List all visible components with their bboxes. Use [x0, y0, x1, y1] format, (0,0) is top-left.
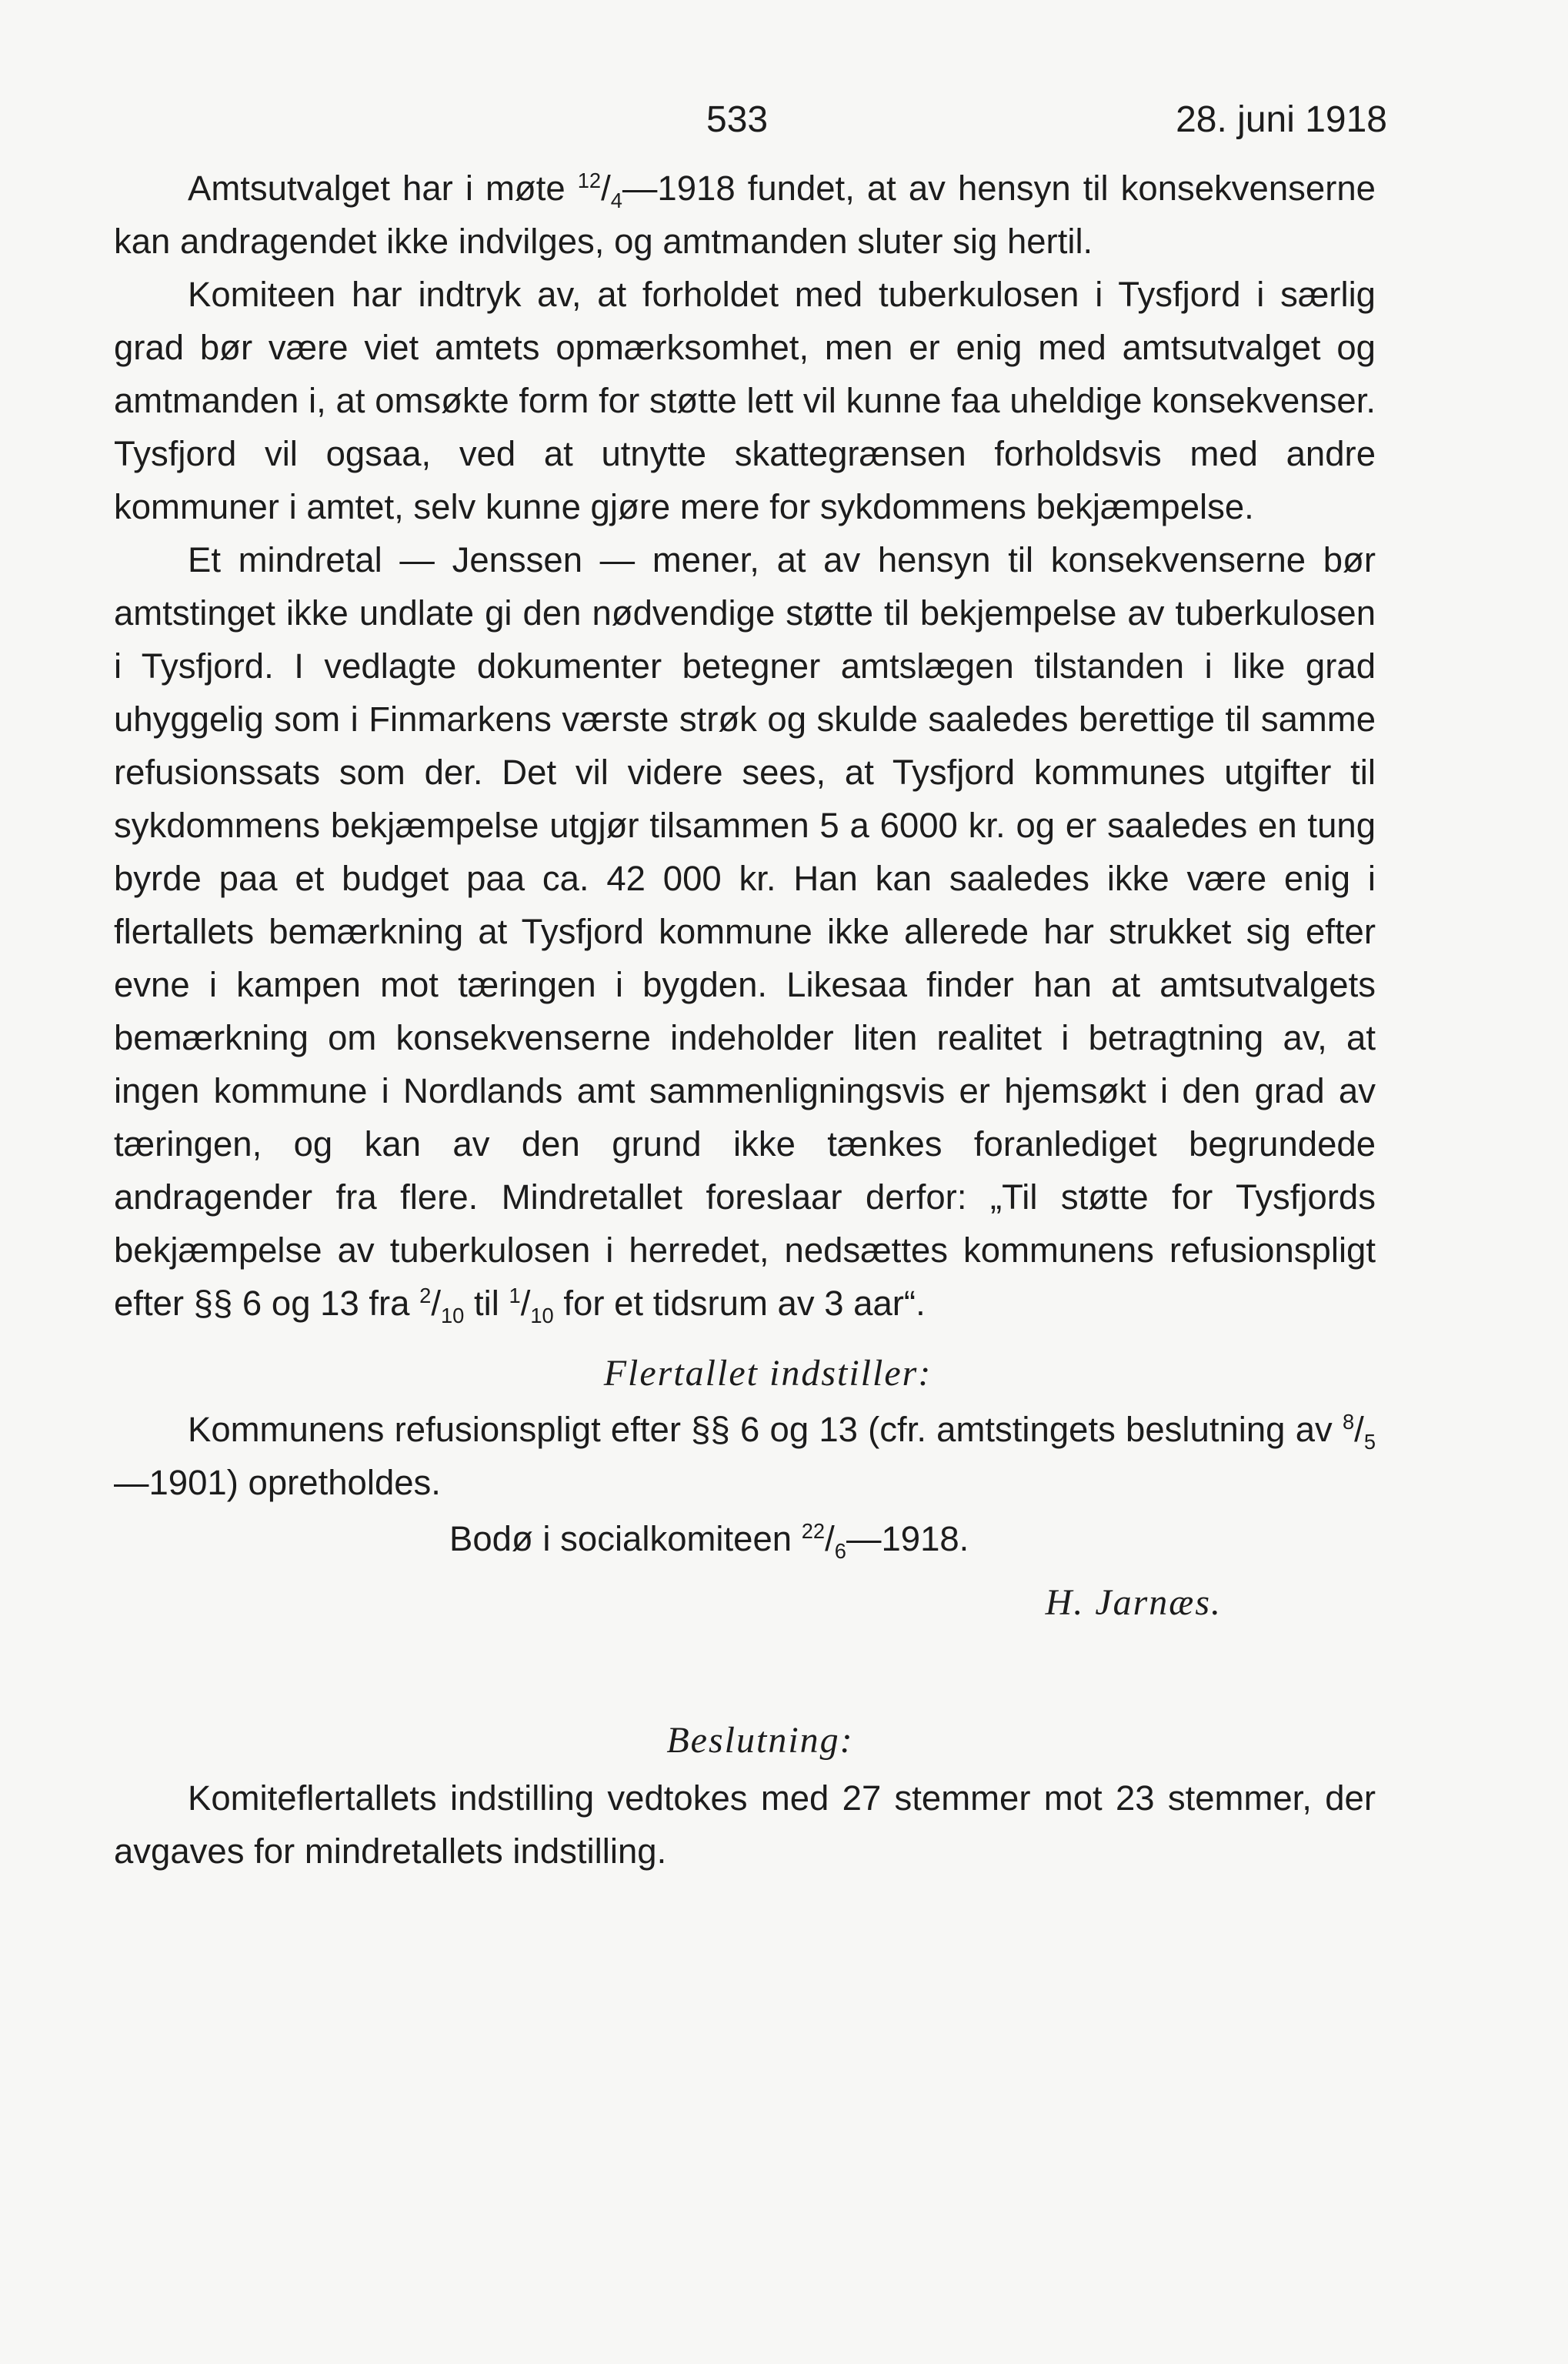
date-fraction-2: $^8/_5$ [1342, 1409, 1376, 1454]
fraction-numerator: 2 [419, 1283, 432, 1307]
fraction-denominator: 10 [440, 1304, 465, 1328]
p1-text-before: Amtsutvalget har i møte [188, 169, 578, 208]
page-number: 533 [706, 99, 769, 140]
document-page [114, 92, 1387, 1878]
paragraph-4 [114, 1403, 1376, 1509]
place-date-line [114, 1512, 1376, 1565]
fraction-numerator: 8 [1342, 1409, 1355, 1434]
date-fraction-3: $^{22}/_6$ [801, 1518, 846, 1564]
fraction-denominator: 10 [530, 1304, 554, 1328]
p3-text-end: for et tidsrum av 3 aar“. [553, 1284, 926, 1323]
p3-text-mid: til [464, 1284, 509, 1323]
fraction-denominator: 5 [1363, 1430, 1376, 1454]
p1-text-after: —1918 fundet, at av hensyn til konsekvenserne kan andragendet ikke indvilges, og amtmanden sluter sig hertil. [114, 169, 1376, 261]
date-fraction-1: $^{12}/_4$ [577, 168, 622, 213]
fraction-two-tenths: $^2/_{10}$ [419, 1283, 465, 1328]
page-header [114, 92, 1387, 162]
fraction-one-tenth: $^1/_{10}$ [509, 1283, 554, 1328]
paragraph-3 [114, 533, 1376, 1330]
place-text-after: —1918. [846, 1519, 969, 1558]
fraction-denominator: 6 [834, 1539, 846, 1564]
decision-heading: Beslutning: [666, 1720, 854, 1761]
fraction-numerator: 22 [801, 1518, 826, 1543]
p4-text-after: —1901) opretholdes. [114, 1463, 441, 1502]
signature: H. Jarnæs. [1045, 1582, 1222, 1623]
fraction-denominator: 4 [610, 189, 622, 213]
p3-text-main: Et mindretal — Jenssen — mener, at av hensyn til konsekvenserne bør amtstinget ikke undlate gi den nødvendige støtte til bekjempelse av tuberkulosen i Tysfjord. I vedlagte dokumenter betegner amtslægen tilstanden i like grad uhyggelig som i Finmarkens værste strøk og skulde saaledes berettige til samme refusionssats som der. Det vil videre sees, at Tysfjord kommunes utgifter til sykdommens bekjæmpelse utgjør tilsammen 5 a 6000 kr. og er saaledes en tung byrde paa et budget paa ca. 42 000 kr. Han kan saaledes ikke være enig i flertallets bemærkning at Tysfjord kommune ikke allerede har strukket sig efter evne i kampen mot tæringen i bygden. Likesaa finder han at amtsutvalgets bemærkning om konsekvenserne indeholder liten realitet i betragtning av, at ingen kommune i Nordlands amt sammenligningsvis er hjemsøkt i den grad av tæringen, og kan av den grund ikke tænkes foranlediget begrundede andragender fra flere. Mindretallet foreslaar derfor: „Til støtte for Tysfjords bekjæmpelse av tuberkulosen i herredet, nedsættes kommunens refusionspligt efter §§ 6 og 13 fra [114, 540, 1376, 1323]
p4-text-before: Kommunens refusionspligt efter §§ 6 og 13 (cfr. amtstingets beslutning av [188, 1410, 1343, 1449]
paragraph-5: Komiteflertallets indstilling vedtokes med 27 stemmer mot 23 stemmer, der avgaves for mindretallets indstilling. [114, 1778, 1376, 1871]
fraction-numerator: 1 [509, 1283, 521, 1307]
place-text-before: Bodø i socialkomiteen [449, 1519, 802, 1558]
fraction-numerator: 12 [577, 168, 602, 192]
header-date: 28. juni 1918 [1176, 99, 1387, 140]
paragraph-1 [114, 162, 1376, 268]
paragraph-2: Komiteen har indtryk av, at forholdet med tuberkulosen i Tysfjord i særlig grad bør være viet amtets opmærksomhet, men er enig med amtsutvalget og amtmanden i, at omsøkte form for støtte lett vil kunne faa uheldige konsekvenser. Tysfjord vil ogsaa, ved at utnytte skattegrænsen forholdsvis med andre kommuner i amtet, selv kunne gjøre mere for sykdommens bekjæmpelse. [114, 275, 1376, 526]
majority-heading: Flertallet indstiller: [603, 1353, 932, 1394]
